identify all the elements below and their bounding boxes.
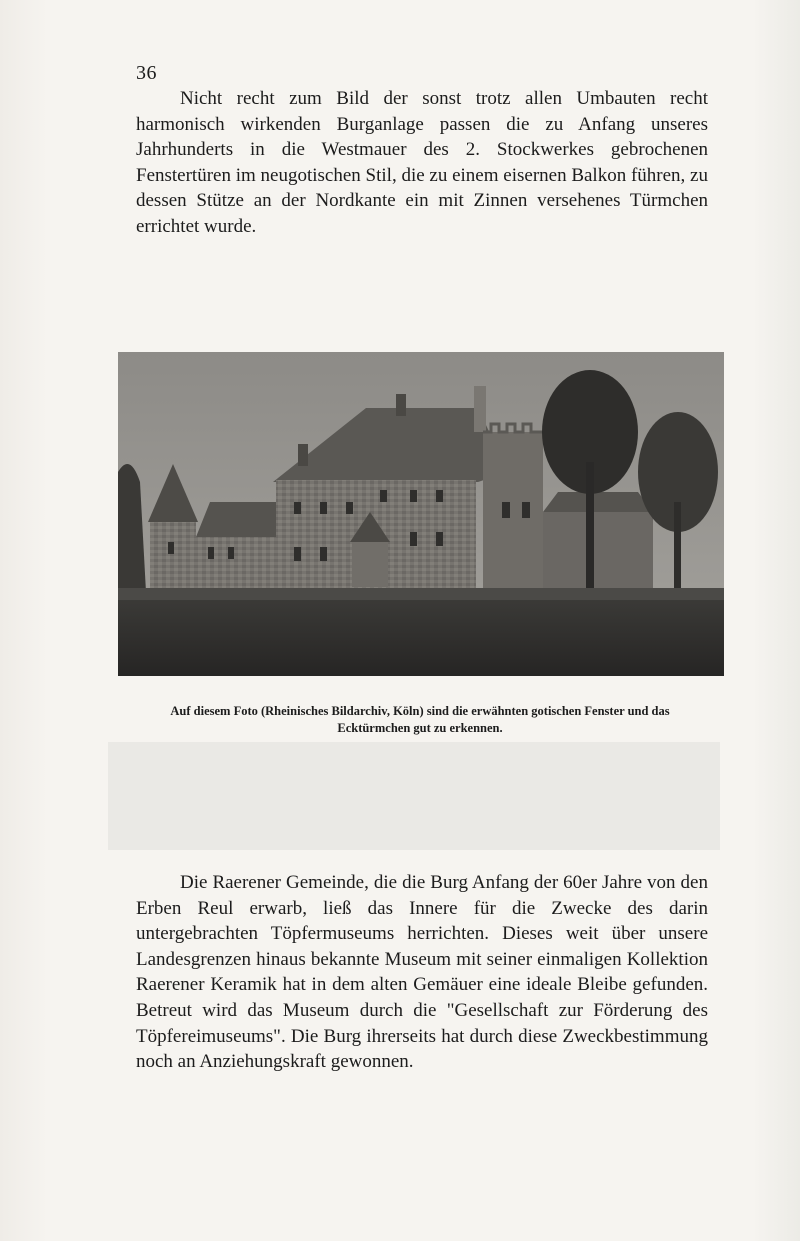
castle-photo xyxy=(118,352,724,676)
show-through-shadow xyxy=(108,742,720,850)
paragraph-1 xyxy=(136,86,708,239)
paragraph-2-text: Die Raerener Gemeinde, die die Burg Anfang der 60er Jahre von den Erben Reul erwarb, ließ das Innere für die Zwecke des darin untergebrachten Töpfermuseums herrichten. Dieses weit über unsere Landesgrenzen hinaus bekannte Museum mit seiner einmaligen Kollektion Raerener Keramik hat in dem alten Gemäuer eine ideale Bleibe gefunden. Betreut wird das Museum durch die "Gesellschaft zur Förderung des Töpfereimuseums". Die Burg ihrerseits hat durch diese Zweckbestimmung noch an Anziehungskraft gewonnen. xyxy=(136,872,708,1073)
castle-photo-drawing xyxy=(118,352,724,676)
paragraph-2 xyxy=(136,870,708,1075)
page-number: 36 xyxy=(136,62,157,84)
photo-caption: Auf diesem Foto (Rheinisches Bildarchiv, Köln) sind die erwähnten gotischen Fenster und das Ecktürmchen gut zu erkennen. xyxy=(170,704,670,735)
paragraph-1-text: Nicht recht zum Bild der sonst trotz allen Umbauten recht harmonisch wirkenden Burganlage passen die zu Anfang unseres Jahrhunderts in die Westmauer des 2. Stockwerkes gebrochenen Fenstertüren im neugotischen Stil, die zu einem eisernen Balkon führen, zu dessen Stütze an der Nordkante ein mit Zinnen versehenes Türmchen errichtet wurde. xyxy=(136,88,708,237)
